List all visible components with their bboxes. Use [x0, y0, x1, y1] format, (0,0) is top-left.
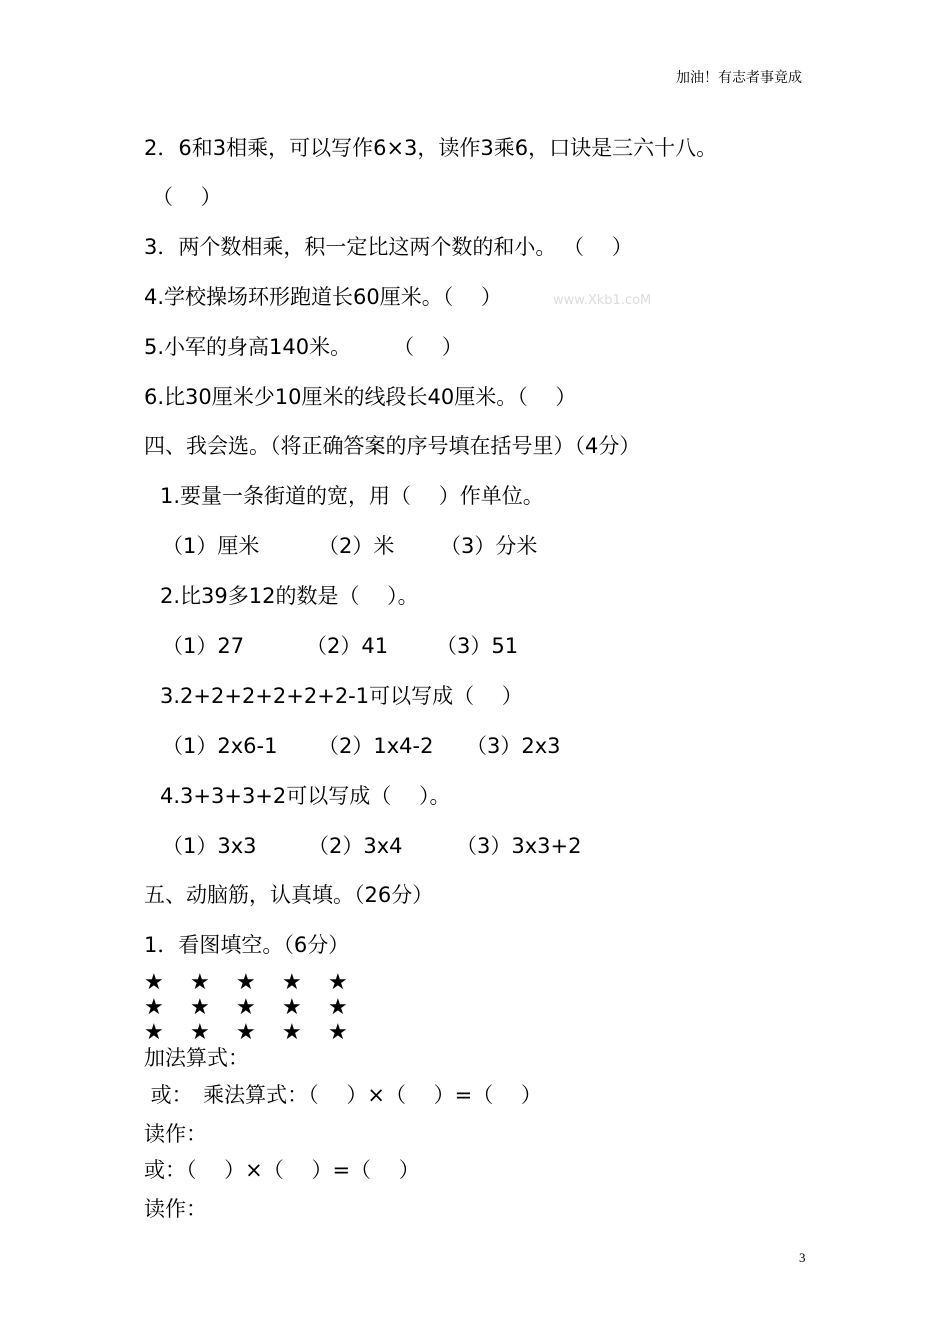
choice-4-option-2: （2）3x4	[308, 834, 403, 858]
star-icon: ★	[236, 970, 256, 995]
star-icon: ★	[282, 995, 302, 1020]
star-icon: ★	[144, 1020, 164, 1045]
judge-question-2: 2．6和3相乘，可以写作6×3，读作3乘6，口诀是三六十八。	[144, 136, 718, 160]
choice-1-option-3: （3）分米	[440, 534, 538, 558]
star-icon: ★	[190, 1020, 210, 1045]
page-header-motto: 加油！有志者事竟成	[676, 70, 802, 86]
section-4-title: 四、我会选。（将正确答案的序号填在括号里）（4分）	[144, 434, 641, 458]
choice-3-option-1: （1）2x6-1	[162, 734, 278, 758]
choice-3-option-2: （2）1x4-2	[318, 734, 434, 758]
choice-4-option-1: （1）3x3	[162, 834, 257, 858]
judge-question-3: 3．两个数相乘，积一定比这两个数的和小。 （ ）	[144, 235, 633, 259]
star-icon: ★	[328, 995, 348, 1020]
section-5-title: 五、动脑筋，认真填。（26分）	[144, 883, 434, 907]
star-icon: ★	[282, 970, 302, 995]
choice-question-3: 3.2+2+2+2+2+2-1可以写成（ ）	[160, 684, 523, 708]
watermark: www.Xkb1.coM	[553, 293, 652, 308]
choice-1-option-2: （2）米	[318, 534, 395, 558]
read-as-label-2: 读作：	[144, 1197, 207, 1221]
alternate-multiplication-line: 或：（ ）×（ ）=（ ）	[144, 1158, 420, 1182]
section-5-q1-title: 1．看图填空。（6分）	[144, 933, 350, 957]
star-row-2	[144, 997, 374, 1019]
star-icon: ★	[190, 995, 210, 1020]
judge-question-5: 5.小军的身高140米。 （ ）	[144, 335, 463, 359]
choice-2-option-1: （1）27	[162, 634, 245, 658]
star-row-1	[144, 972, 374, 994]
choice-2-option-2: （2）41	[306, 634, 389, 658]
page-number: 3	[799, 1250, 806, 1265]
multiplication-line: 或： 乘法算式：（ ）×（ ）=（ ）	[144, 1083, 542, 1107]
star-icon: ★	[282, 1020, 302, 1045]
judge-question-6: 6.比30厘米少10厘米的线段长40厘米。（ ）	[144, 385, 577, 409]
choice-question-2: 2.比39多12的数是（ ）。	[160, 584, 419, 608]
judge-question-2-paren: （ ）	[152, 185, 222, 209]
star-icon: ★	[144, 995, 164, 1020]
read-as-label-1: 读作：	[144, 1122, 207, 1146]
star-icon: ★	[190, 970, 210, 995]
choice-3-option-3: （3）2x3	[466, 734, 561, 758]
star-row-3	[144, 1022, 374, 1044]
choice-1-option-1: （1）厘米	[162, 534, 260, 558]
judge-question-4: 4.学校操场环形跑道长60厘米。（ ）	[144, 285, 502, 309]
choice-4-option-3: （3）3x3+2	[456, 834, 582, 858]
choice-2-option-3: （3）51	[436, 634, 519, 658]
star-icon: ★	[328, 970, 348, 995]
star-icon: ★	[236, 1020, 256, 1045]
star-icon: ★	[236, 995, 256, 1020]
star-icon: ★	[144, 970, 164, 995]
choice-question-4: 4.3+3+3+2可以写成（ ）。	[160, 784, 451, 808]
star-icon: ★	[328, 1020, 348, 1045]
choice-question-1: 1.要量一条街道的宽，用（ ）作单位。	[160, 484, 544, 508]
addition-label: 加法算式：	[144, 1046, 249, 1070]
